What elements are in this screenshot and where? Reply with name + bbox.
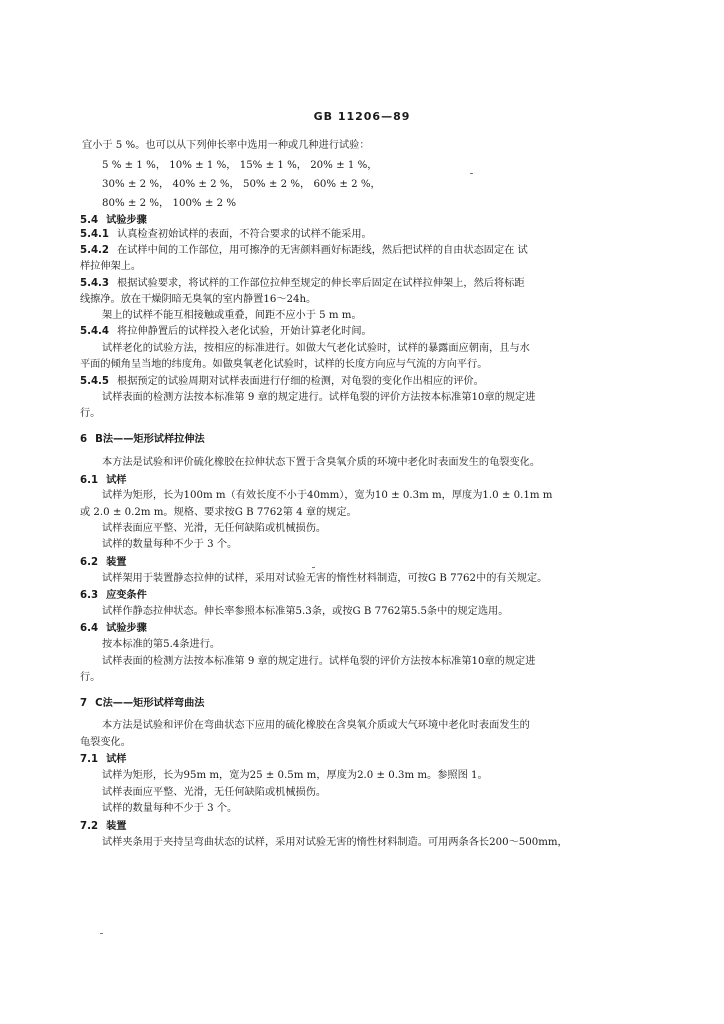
clause: 5.4.1 认真检查初始试样的表面，不符合要求的试样不能采用。: [80, 229, 372, 240]
clause: 5.4.5 根据预定的试验周期对试样表面进行仔细的检测，对龟裂的变化作出相应的评价。: [80, 376, 484, 387]
text-line: 试样表面应平整、光滑，无任何缺陷或机械损伤。: [102, 523, 327, 534]
text-line: 试样作静态拉伸状态。伸长率参照本标准第5.3条，或按G B 7762第5.5条中的规定选用。: [102, 606, 509, 617]
scan-speck: [312, 567, 315, 568]
text-line: 本方法是试验和评价在弯曲状态下应用的硫化橡胶在含臭氧介质或大气环境中老化时表面发生的: [102, 720, 530, 731]
section-heading: 6.1 试样: [80, 474, 127, 486]
text-line: 样拉伸架上。: [80, 261, 142, 272]
text-line: 本方法是试验和评价硫化橡胶在拉伸状态下置于含臭氧介质的环境中老化时表面发生的龟裂变化。: [102, 457, 541, 468]
text-line: 试样老化的试验方法，按相应的标准进行。如做大气老化试验时，试样的暴露面应朝南，且与水: [102, 343, 530, 354]
section-heading: 5.4 试验步骤: [80, 214, 147, 226]
text-line: 试样为矩形，长为100m m（有效长度不小于40mm），宽为10 ± 0.3m m，厚度为1.0 ± 0.1m m: [102, 490, 553, 501]
clause: 5.4.2 在试样中间的工作部位，用可擦净的无害颜料画好标距线，然后把试样的自由状态固定在 试: [80, 245, 528, 256]
text-line: 试样夹条用于夹持呈弯曲状态的试样，采用对试验无害的惰性材料制造。可用两条各长200～500mm，: [102, 837, 568, 848]
chapter-heading: 6 B法——矩形试样拉伸法: [80, 434, 205, 445]
text-line: 试样的数量每种不少于 3 个。: [102, 539, 238, 550]
text-line: 试样架用于装置静态拉伸的试样，采用对试验无害的惰性材料制造，可按G B 7762中的有关规定。: [102, 573, 548, 584]
clause: 5.4.4 将拉伸静置后的试样投入老化试验，开始计算老化时间。: [80, 326, 372, 337]
section-heading: 7.2 装置: [80, 820, 127, 832]
text-line: 线擦净。放在干燥阴暗无臭氧的室内静置16～24h。: [80, 294, 317, 305]
chapter-heading: 7 C法——矩形试样弯曲法: [80, 698, 205, 709]
text-line: 宜小于 5 %。也可以从下列伸长率中选用一种或几种进行试验：: [82, 140, 370, 151]
text-line: 试样表面的检测方法按本标准第 9 章的规定进行。试样龟裂的评价方法按本标准第10章的规定进: [102, 392, 536, 403]
text-line: 30% ± 2 %， 40% ± 2 %， 50% ± 2 %， 60% ± 2 %，: [102, 179, 381, 190]
text-line: 或 2.0 ± 0.2m m。规格、要求按G B 7762第 4 章的规定。: [80, 507, 357, 518]
section-heading: 6.4 试验步骤: [80, 622, 147, 634]
scan-speck: [470, 173, 473, 174]
text-line: 5 % ± 1 %， 10% ± 1 %， 15% ± 1 %， 20% ± 1 %，: [102, 160, 378, 171]
text-line: 试样表面的检测方法按本标准第 9 章的规定进行。试样龟裂的评价方法按本标准第10章的规定进: [102, 656, 536, 667]
text-line: 龟裂变化。: [80, 737, 131, 748]
text-line: 架上的试样不能互相接触或重叠，间距不应小于 5 m m。: [102, 310, 362, 321]
text-line: 80% ± 2 %， 100% ± 2 %: [102, 198, 237, 209]
text-line: 按本标准的第5.4条进行。: [102, 639, 221, 650]
text-line: 试样为矩形，长为95m m，宽为25 ± 0.5m m，厚度为2.0 ± 0.3m m。参照图 1。: [102, 770, 488, 781]
standard-number-header: GB 11206—89: [313, 110, 411, 123]
text-line: 试样的数量每种不少于 3 个。: [102, 803, 238, 814]
text-line: 行。: [80, 672, 101, 683]
section-heading: 6.3 应变条件: [80, 589, 147, 601]
text-line: 行。: [80, 408, 101, 419]
clause: 5.4.3 根据试验要求，将试样的工作部位拉伸至规定的伸长率后固定在试样拉伸架上，然后将标距: [80, 278, 525, 289]
section-heading: 7.1 试样: [80, 753, 127, 765]
scan-speck: [100, 933, 103, 934]
section-heading: 6.2 装置: [80, 556, 127, 568]
text-line: 平面的倾角呈当地的纬度角。如做臭氧老化试验时，试样的长度方向应与气流的方向平行。: [80, 359, 488, 370]
text-line: 试样表面应平整、光滑，无任何缺陷或机械损伤。: [102, 787, 327, 798]
